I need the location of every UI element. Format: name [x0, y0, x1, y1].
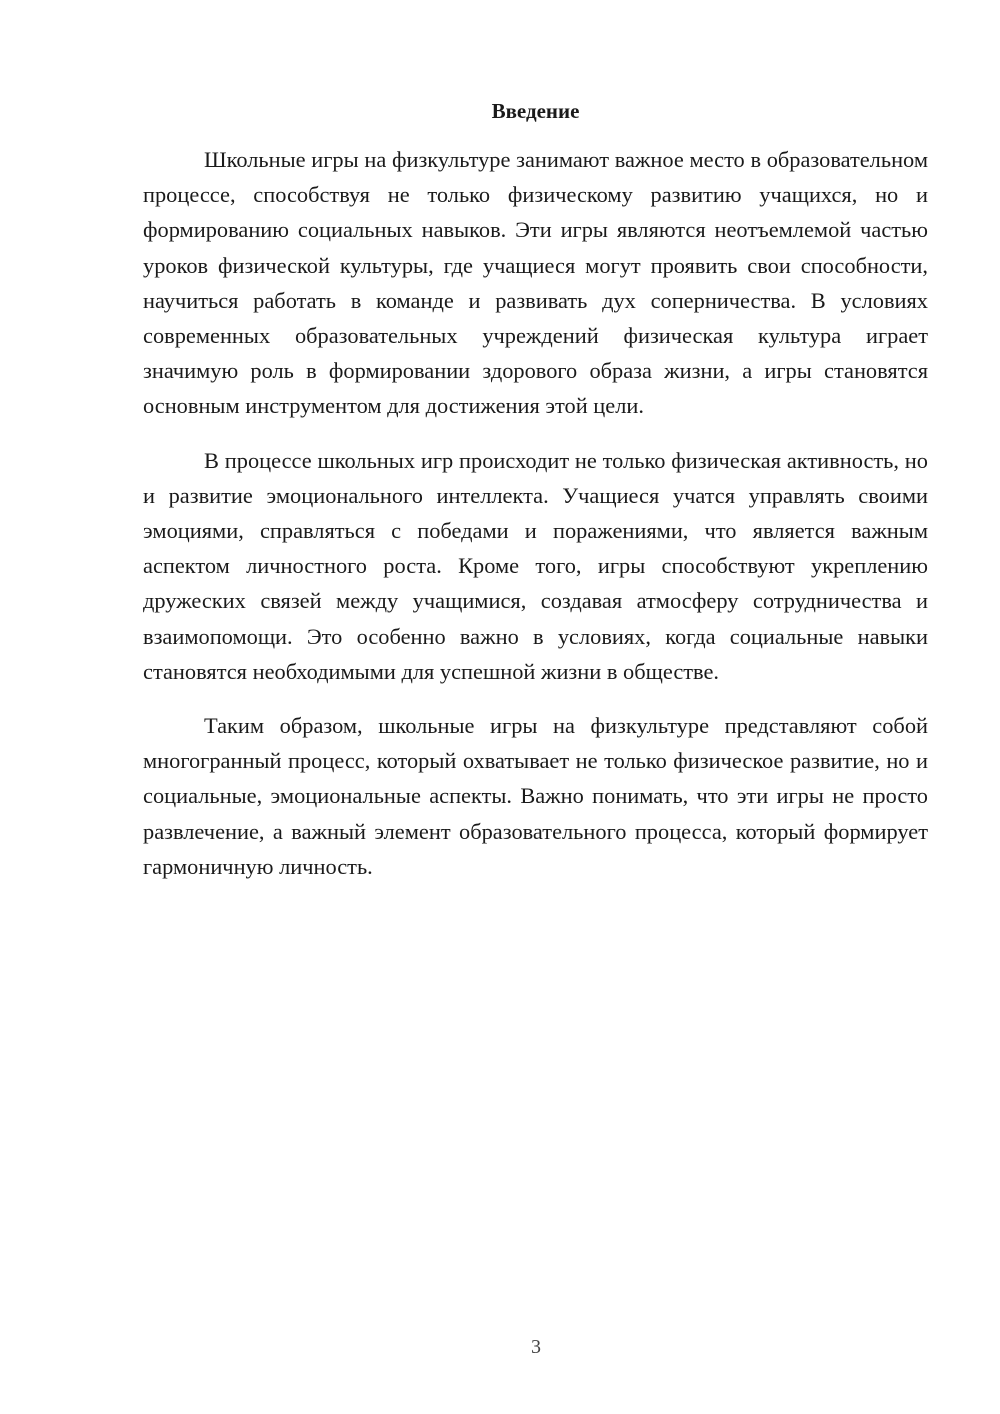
paragraph-3: Таким образом, школьные игры на физкультуре представляют собой многогранный процесс, который охватывает не только физическое развитие, но и социальные, эмоциональные аспекты. Важно понимать, что эти игры не просто развлечение, а важный элемент образовательного процесса, который формирует гармоничную личность.: [143, 713, 928, 879]
paragraph-1: Школьные игры на физкультуре занимают важное место в образовательном процессе, способствуя не только физическому развитию учащихся, но и формированию социальных навыков. Эти игры являются неотъемлемой частью уроков физической культуры, где учащиеся могут проявить свои способности, научиться работать в команде и развивать дух соперничества. В условиях современных образовательных учреждений физическая культура играет значимую роль в формировании здорового образа жизни, а игры становятся основным инструментом для достижения этой цели.: [143, 147, 928, 419]
body-text: [143, 142, 928, 884]
page-number: 3: [531, 1336, 541, 1358]
paragraph-2: В процессе школьных игр происходит не только физическая активность, но и развитие эмоционального интеллекта. Учащиеся учатся управлять своими эмоциями, справляться с победами и поражениями, что является важным аспектом личностного роста. Кроме того, игры способствуют укреплению дружеских связей между учащимися, создавая атмосферу сотрудничества и взаимопомощи. Это особенно важно в условиях, когда социальные навыки становятся необходимыми для успешной жизни в обществе.: [143, 447, 928, 684]
section-title: Введение: [491, 99, 580, 123]
